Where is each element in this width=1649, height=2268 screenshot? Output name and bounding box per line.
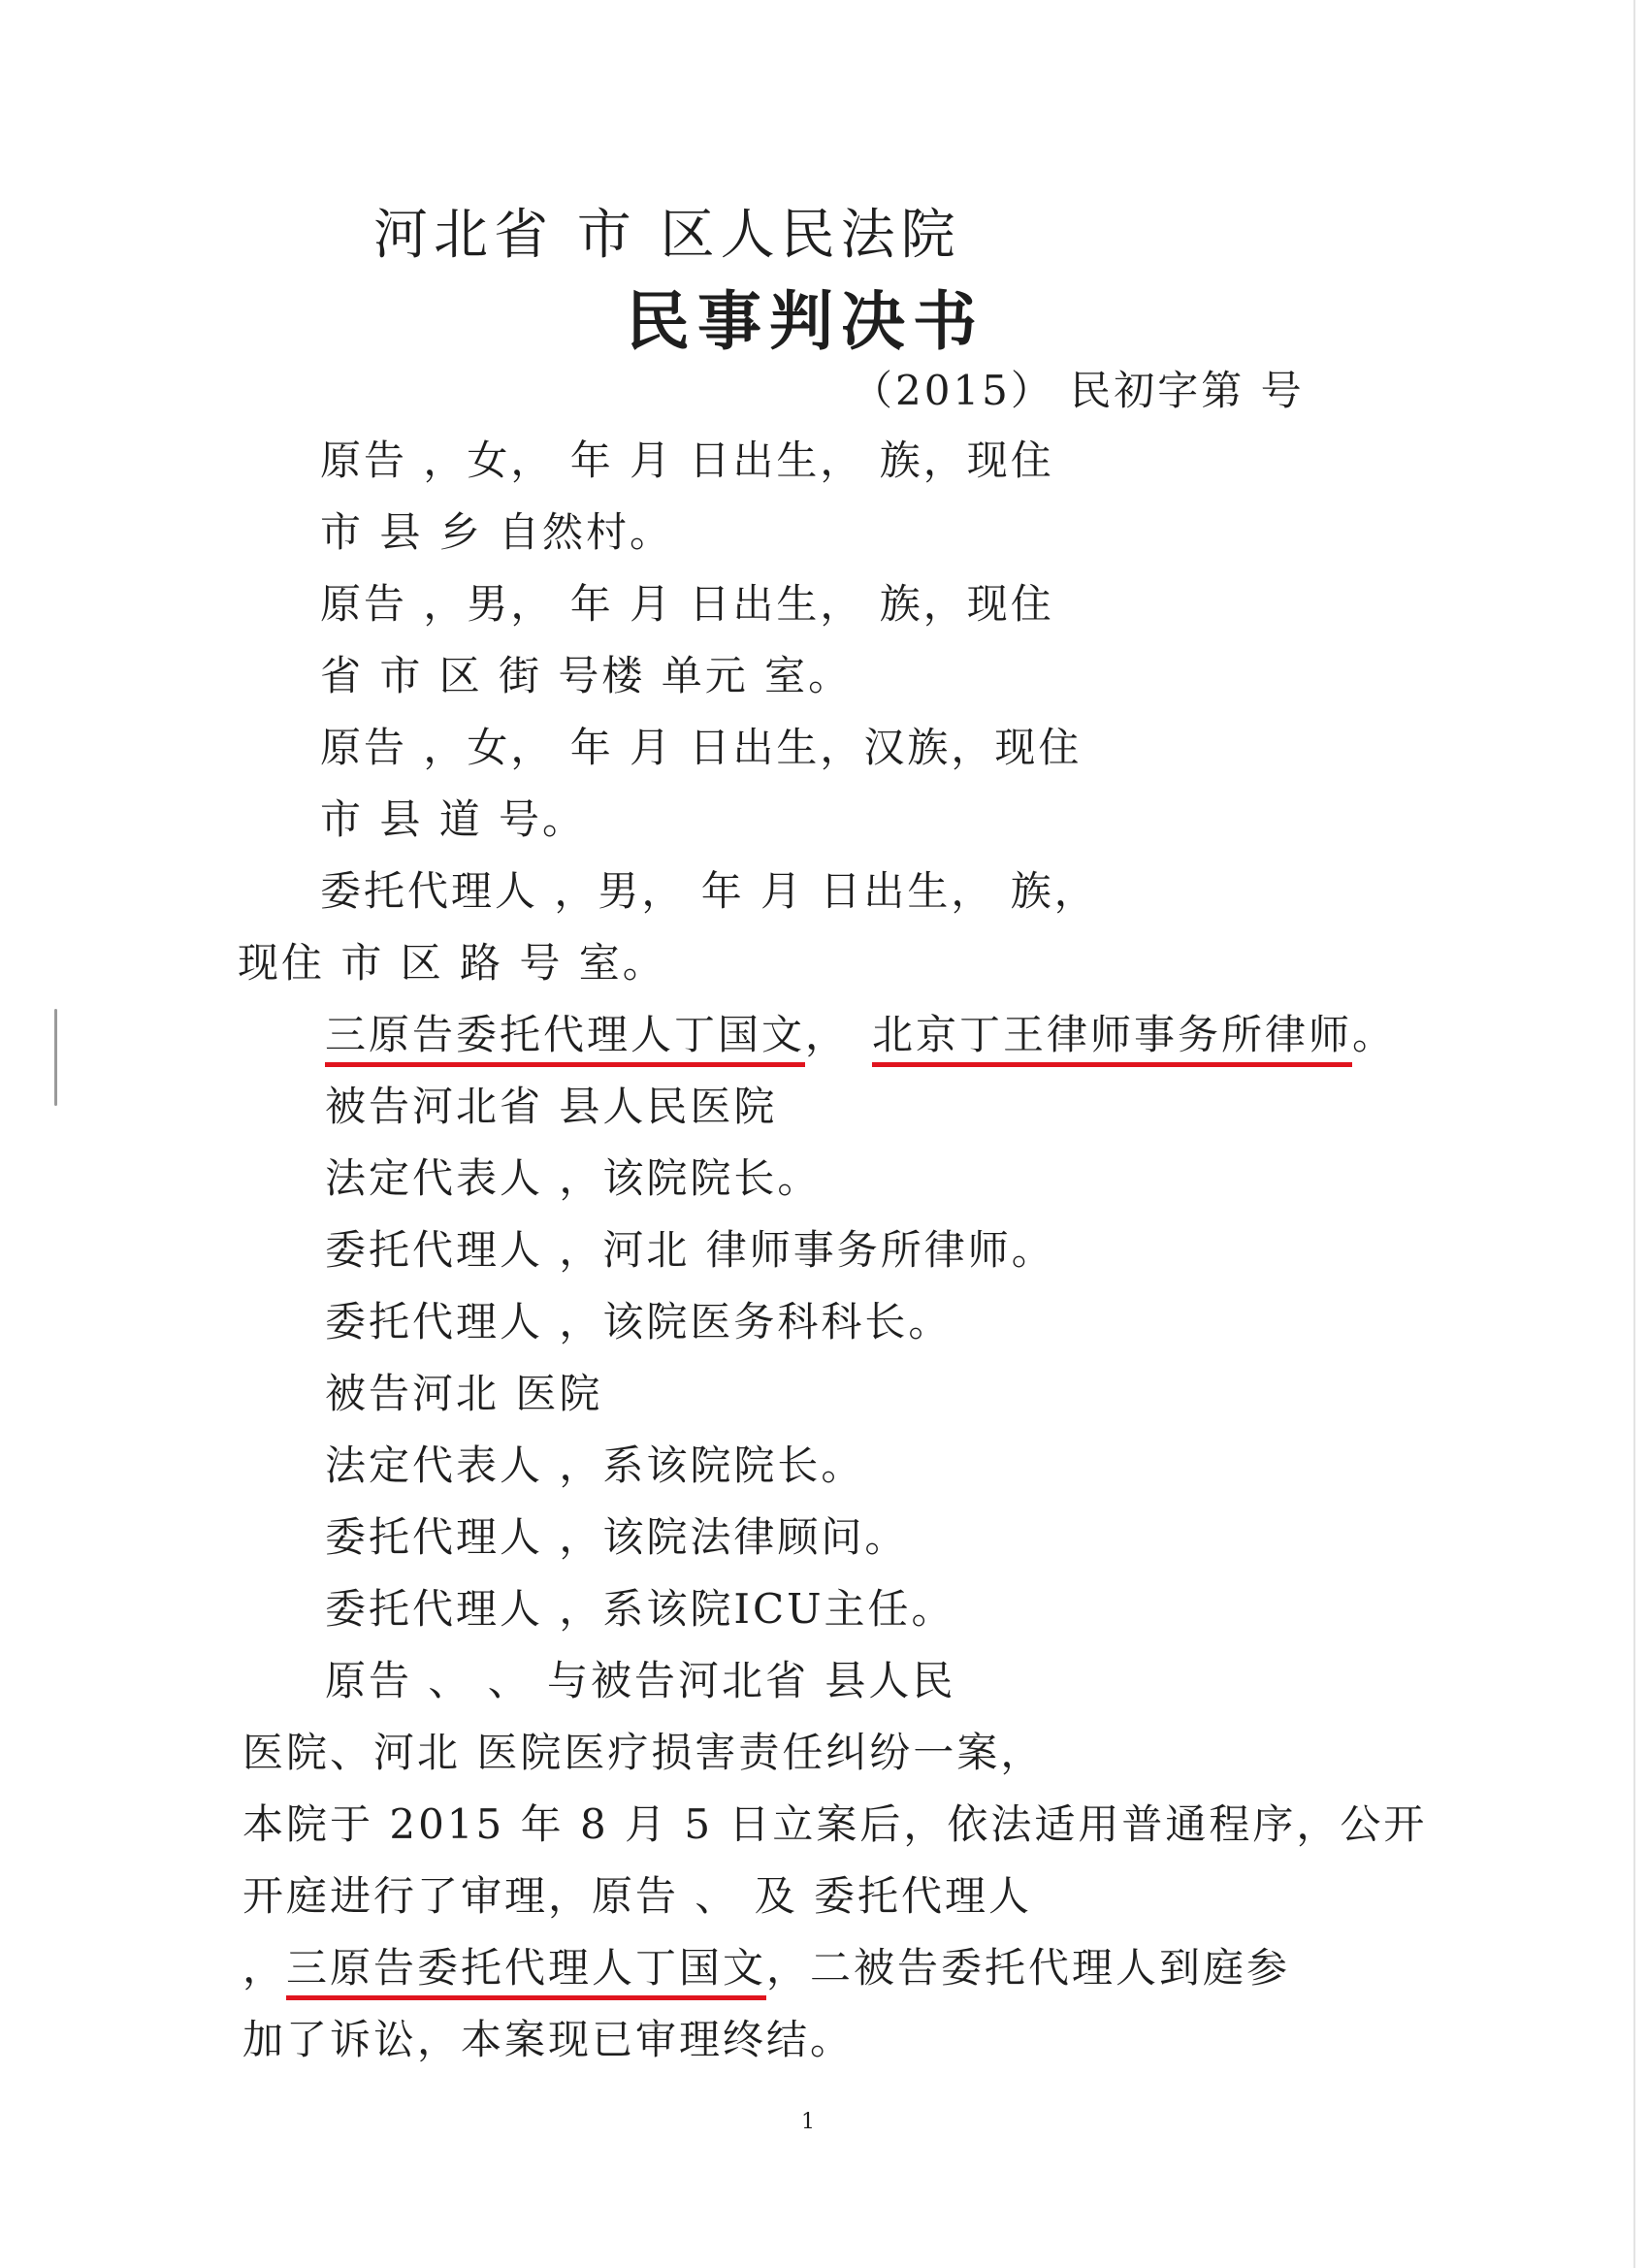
defendant-line: 委托代理人 ，系该院ICU主任。 (325, 1585, 955, 1633)
party-line: 省 市 区 街 号楼 单元 室。 (320, 652, 853, 699)
scan-edge-line (1633, 0, 1635, 2268)
party-line: 现住 市 区 路 号 室。 (238, 939, 666, 987)
body-prefix: ， (242, 1944, 287, 1992)
law-firm-highlight: 北京丁王律师事务所律师 (872, 1011, 1352, 1067)
defendant-line: 被告河北 医院 (325, 1370, 603, 1417)
party-line: 委托代理人 ，男， 年 月 日出生， 族， (320, 867, 1098, 915)
agent-separator: ， (805, 1011, 850, 1058)
defendant-line: 法定代表人 ，该院院长。 (325, 1154, 822, 1202)
defendant-line: 被告河北省 县人民医院 (325, 1083, 778, 1130)
body-line: 医院、河北 医院医疗损害责任纠纷一案， (242, 1729, 1045, 1776)
agent-name-highlight: 三原告委托代理人丁国文 (325, 1011, 805, 1067)
party-line: 市 县 乡 自然村。 (320, 508, 674, 556)
defendant-line: 委托代理人 ，该院法律顾问。 (325, 1513, 909, 1561)
page-number: 1 (801, 2110, 815, 2134)
party-line: 原告 ，男， 年 月 日出生， 族，现住 (320, 580, 1054, 628)
defendant-line: 法定代表人 ，系该院院长。 (325, 1442, 865, 1489)
body-suffix: ，二被告委托代理人到庭参 (766, 1944, 1291, 1992)
party-line: 原告 ，女， 年 月 日出生，汉族，现住 (320, 724, 1083, 771)
defendant-line: 委托代理人 ，河北 律师事务所律师。 (325, 1226, 1055, 1274)
party-line: 市 县 道 号。 (320, 795, 587, 843)
body-line: 原告 、 、 与被告河北省 县人民 (325, 1657, 956, 1704)
court-name: 河北省 市 区人民法院 (373, 204, 961, 267)
agent-line (325, 1011, 1396, 1059)
agent-name-highlight-2: 三原告委托代理人丁国文 (286, 1944, 766, 2000)
body-line: 开庭进行了审理，原告 、 及 委托代理人 (242, 1872, 1033, 1920)
body-line (242, 1944, 1290, 1993)
defendant-line: 委托代理人 ，该院医务科科长。 (325, 1298, 953, 1345)
party-line: 原告 ，女， 年 月 日出生， 族，现住 (320, 437, 1054, 484)
body-line: 本院于 2015 年 8 月 5 日立案后，依法适用普通程序，公开 (242, 1800, 1428, 1848)
case-number: （2015） 民初字第 号 (852, 367, 1305, 414)
staple-mark (54, 1009, 57, 1106)
body-line: 加了诉讼，本案现已审理终结。 (242, 2016, 855, 2063)
document-title: 民事判决书 (626, 284, 985, 359)
agent-end: 。 (1352, 1011, 1397, 1058)
